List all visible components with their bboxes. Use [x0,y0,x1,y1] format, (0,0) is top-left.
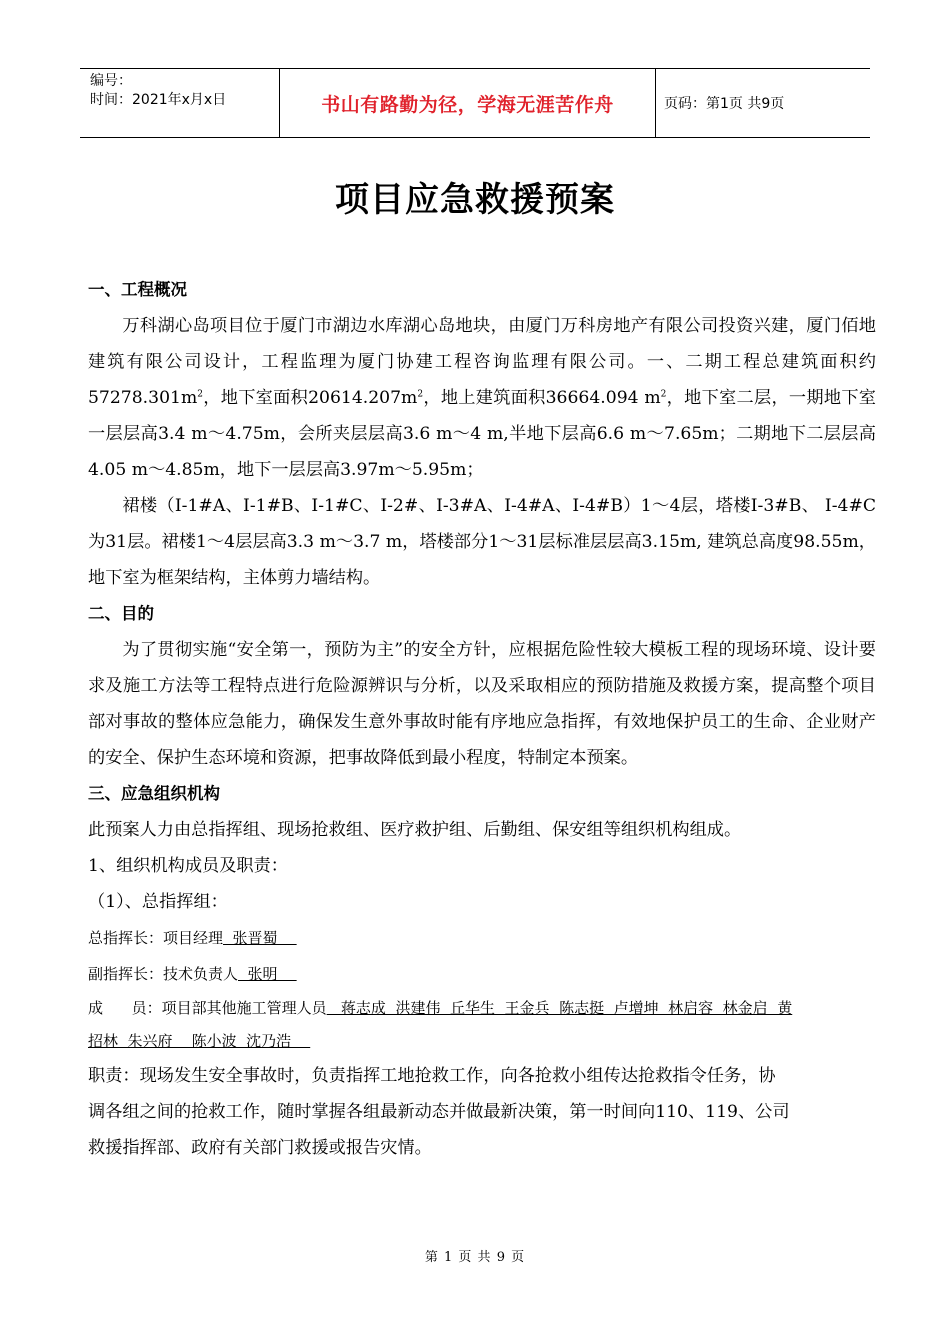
members-line-1: 成 员：项目部其他施工管理人员 蒋志成 洪建伟 丘华生 王金兵 陈志挺 卢增坤 林启容 林金启 黄 [88,999,793,1017]
header-motto-cell [280,69,656,137]
section-heading-purpose: 二、目的 [88,604,154,623]
header-page-info [656,69,870,137]
section-heading-overview: 一、工程概况 [88,280,187,299]
header-meta [80,69,280,137]
organization-subheading: 1、组织机构成员及职责： [88,856,288,876]
page-header [80,68,870,138]
commander-line: 总指挥长：项目经理 张晋蜀 [88,929,297,947]
overview-paragraph-2: 裙楼（I-1#A、I-1#B、I-1#C、I-2#、I-3#A、I-4#A、I-4#B）1～4层，塔楼I-3#B、 I-4#C为31层。裙楼1～4层层高3.3 m～3.7 m，塔楼部分1～31层标准层层高3.15m, 建筑总高度98.55m，地下室为框架结构，主体剪力墙结构。 [88,496,876,588]
organization-intro: 此预案人力由总指挥组、现场抢救组、医疗救护组、后勤组、保安组等组织机构组成。 [88,820,742,840]
header-motto: 书山有路勤为径，学海无涯苦作舟 [321,93,614,116]
document-body [88,272,876,1166]
section-heading-organization: 三、应急组织机构 [88,784,220,803]
deputy-commander-line: 副指挥长：技术负责人 张明 [88,965,297,983]
document-title: 项目应急救援预案 [335,180,615,220]
duty-line-3: 救援指挥部、政府有关部门救援或报告灾情。 [88,1138,432,1158]
duty-line-1: 职责：现场发生安全事故时，负责指挥工地抢救工作，向各抢救小组传达抢救指令任务，协 [88,1066,776,1086]
header-page-number: 页码：第1页 共9页 [664,96,785,112]
header-time: 时间：2021年x月x日 [90,92,227,108]
overview-paragraph-1: 万科湖心岛项目位于厦门市湖边水库湖心岛地块，由厦门万科房地产有限公司投资兴建，厦门佰地建筑有限公司设计，工程监理为厦门协建工程咨询监理有限公司。一、二期工程总建筑面积约$57278.301m^2$，地下室面积$20614.207m^2$，地上建筑面积36664.094 $m^2$，地下室二层，一期地下室一层层高3.4 m～4.75m，会所夹层层高3.6 m～4 m,半地下层高6.6 m～7.65m；二期地下二层层高4.05 m～4.85m，地下一层层高3.97m～5.95m； [88,316,876,480]
members-line-2: 招林 朱兴府 陈小波 沈乃浩 [88,1032,311,1050]
command-group-heading: （1）、总指挥组： [88,892,228,912]
duty-line-2: 调各组之间的抢救工作，随时掌握各组最新动态并做最新决策，第一时间向110、119、公司 [88,1102,790,1122]
purpose-paragraph: 为了贯彻实施“安全第一，预防为主”的安全方针，应根据危险性较大模板工程的现场环境、设计要求及施工方法等工程特点进行危险源辨识与分析，以及采取相应的预防措施及救援方案，提高整个项目部对事故的整体应急能力，确保发生意外事故时能有序地应急指挥，有效地保护员工的生命、企业财产的安全、保护生态环境和资源，把事故降低到最小程度，特制定本预案。 [88,640,876,768]
header-number: 编号： [90,73,132,89]
page-footer: 第 1 页 共 9 页 [424,1250,526,1265]
